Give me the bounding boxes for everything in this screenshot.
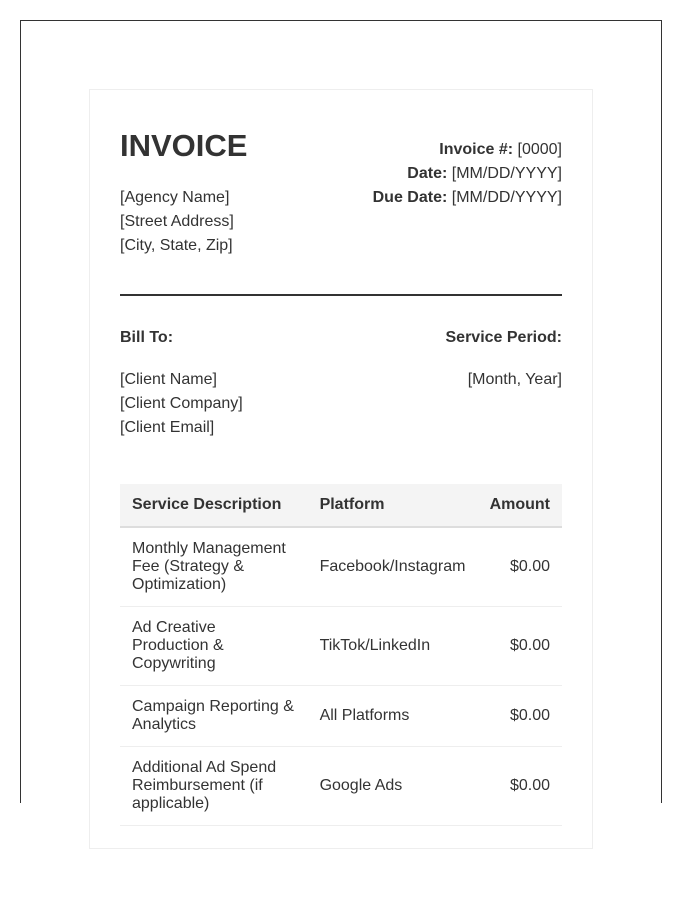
agency-address [120,186,234,258]
services-table [120,484,562,826]
header-amount: Amount [478,484,562,527]
invoice-number-line [373,138,562,162]
due-date-value: [MM/DD/YYYY] [451,189,562,206]
row-amount: $0.00 [478,607,562,686]
row-amount: $0.00 [478,527,562,607]
invoice-number-label: Invoice #: [439,141,514,158]
row-amount: $0.00 [478,747,562,826]
client-name: [Client Name] [120,371,217,388]
due-date-label: Due Date: [372,189,448,206]
agency-street: [Street Address] [120,213,234,230]
row-platform: Facebook/Instagram [308,527,478,607]
agency-city: [City, State, Zip] [120,237,233,254]
header-platform: Platform [308,484,478,527]
row-description: Additional Ad Spend Reimbursement (if applicable) [120,747,308,826]
bill-to-details [120,368,243,440]
bill-to-heading: Bill To: [120,329,174,346]
row-platform: All Platforms [308,686,478,747]
row-platform: Google Ads [308,747,478,826]
client-company: [Client Company] [120,395,243,412]
row-description: Ad Creative Production & Copywriting [120,607,308,686]
table-row [120,527,562,607]
service-period-value: [Month, Year] [467,371,562,388]
table-row [120,686,562,747]
invoice-header [120,90,562,294]
header-service-description: Service Description [120,484,308,527]
row-description: Campaign Reporting & Analytics [120,686,308,747]
invoice-page [89,89,593,849]
document-viewport[interactable] [20,20,662,812]
service-period-heading: Service Period: [445,329,562,346]
client-email: [Client Email] [120,419,215,436]
invoice-date-label: Date: [407,165,448,182]
row-description: Monthly Management Fee (Strategy & Optimization) [120,527,308,607]
table-header-row [120,484,562,527]
row-platform: TikTok/LinkedIn [308,607,478,686]
due-date-line [373,186,562,210]
invoice-date-line [373,162,562,186]
invoice-date-value: [MM/DD/YYYY] [451,165,562,182]
invoice-meta [373,138,562,210]
row-amount: $0.00 [478,686,562,747]
table-row [120,747,562,826]
invoice-number-value: [0000] [517,141,562,158]
billing-section [120,296,562,484]
agency-name: [Agency Name] [120,189,230,206]
invoice-title: INVOICE [120,128,248,163]
table-row [120,607,562,686]
